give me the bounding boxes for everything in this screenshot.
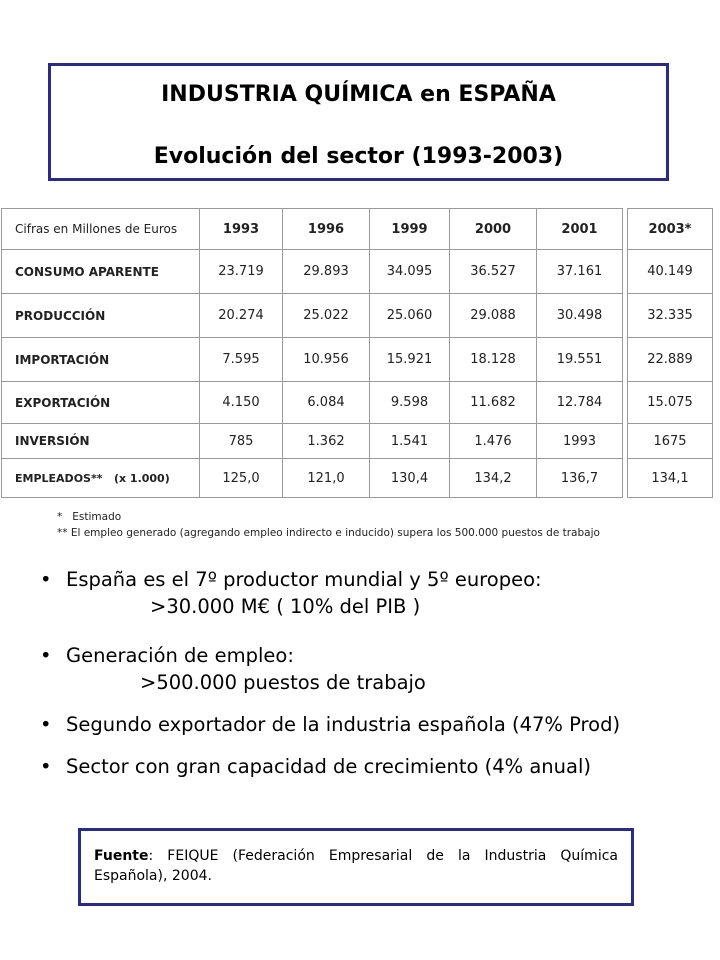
bullet-subtext: >30.000 M€ ( 10% del PIB ) (150, 595, 421, 618)
table-cell: 25.060 (370, 294, 450, 338)
table-cell: 34.095 (370, 250, 450, 294)
table-cell: 10.956 (283, 338, 370, 382)
col-header: 2003* (628, 209, 713, 250)
table-cell: 11.682 (450, 382, 537, 424)
row-label: EXPORTACIÓN (2, 382, 200, 424)
row-label: PRODUCCIÓN (2, 294, 200, 338)
table-cell: 136,7 (537, 459, 623, 498)
table-cell: 6.084 (283, 382, 370, 424)
table-cell: 25.022 (283, 294, 370, 338)
row-label: EMPLEADOS** (x 1.000) (2, 459, 200, 498)
source-box (78, 828, 634, 906)
table-cell: 19.551 (537, 338, 623, 382)
table-row (2, 459, 713, 498)
table-cell: 15.921 (370, 338, 450, 382)
table-cell: 29.088 (450, 294, 537, 338)
table-cell: 121,0 (283, 459, 370, 498)
table-cell: 125,0 (200, 459, 283, 498)
table-row (2, 250, 713, 294)
bullet-dot: • (40, 568, 52, 591)
table-cell: 134,2 (450, 459, 537, 498)
table-cell: 30.498 (537, 294, 623, 338)
table-cell: 1.362 (283, 424, 370, 459)
table-cell: 22.889 (628, 338, 713, 382)
source-label: Fuente (94, 848, 149, 864)
table-cell: 36.527 (450, 250, 537, 294)
table-cell: 130,4 (370, 459, 450, 498)
table-cell: 7.595 (200, 338, 283, 382)
table-cell: 37.161 (537, 250, 623, 294)
footnote-employment: ** El empleo generado (agregando empleo indirecto e inducido) supera los 500.000 puestos de trabajo (57, 527, 600, 539)
col-header: 2000 (450, 209, 537, 250)
table-cell: 9.598 (370, 382, 450, 424)
bullet-item (40, 566, 710, 620)
col-header: 1996 (283, 209, 370, 250)
footnote-estimated: * Estimado (57, 511, 122, 523)
source-text: : FEIQUE (Federación Empresarial de la Industria Química Española), 2004. (94, 848, 618, 884)
bullet-subtext: >500.000 puestos de trabajo (140, 671, 426, 694)
bullet-dot: • (40, 713, 52, 736)
table-corner-label: Cifras en Millones de Euros (2, 209, 200, 250)
row-label: INVERSIÓN (2, 424, 200, 459)
table-cell: 40.149 (628, 250, 713, 294)
table-cell: 1675 (628, 424, 713, 459)
bullet-text: Generación de empleo: (66, 644, 294, 667)
table-row (2, 294, 713, 338)
table-cell: 4.150 (200, 382, 283, 424)
table-cell: 785 (200, 424, 283, 459)
col-header: 2001 (537, 209, 623, 250)
table-cell: 23.719 (200, 250, 283, 294)
bullet-text: Segundo exportador de la industria española (47% Prod) (66, 713, 621, 736)
table-cell: 29.893 (283, 250, 370, 294)
row-label: IMPORTACIÓN (2, 338, 200, 382)
bullet-dot: • (40, 755, 52, 778)
bullet-dot: • (40, 644, 52, 667)
table-cell: 1.476 (450, 424, 537, 459)
col-header: 1999 (370, 209, 450, 250)
table-cell: 20.274 (200, 294, 283, 338)
bullet-item (40, 642, 710, 696)
table-cell: 32.335 (628, 294, 713, 338)
bullet-text: España es el 7º productor mundial y 5º europeo: (66, 568, 542, 591)
table-cell: 134,1 (628, 459, 713, 498)
table-row (2, 424, 713, 459)
title-line-1: INDUSTRIA QUÍMICA en ESPAÑA (161, 82, 556, 107)
table-cell: 12.784 (537, 382, 623, 424)
table-cell: 18.128 (450, 338, 537, 382)
table-row (2, 338, 713, 382)
row-label: CONSUMO APARENTE (2, 250, 200, 294)
data-table (1, 208, 713, 498)
bullet-item (40, 753, 710, 780)
title-line-2: Evolución del sector (1993-2003) (153, 144, 564, 169)
table-cell: 15.075 (628, 382, 713, 424)
title-box (48, 63, 669, 181)
bullet-text: Sector con gran capacidad de crecimiento (4% anual) (66, 755, 591, 778)
table-row (2, 382, 713, 424)
col-header: 1993 (200, 209, 283, 250)
bullet-list (40, 566, 710, 780)
table-cell: 1.541 (370, 424, 450, 459)
table-header-row (2, 209, 713, 250)
table-cell: 1993 (537, 424, 623, 459)
bullet-item (40, 711, 710, 738)
